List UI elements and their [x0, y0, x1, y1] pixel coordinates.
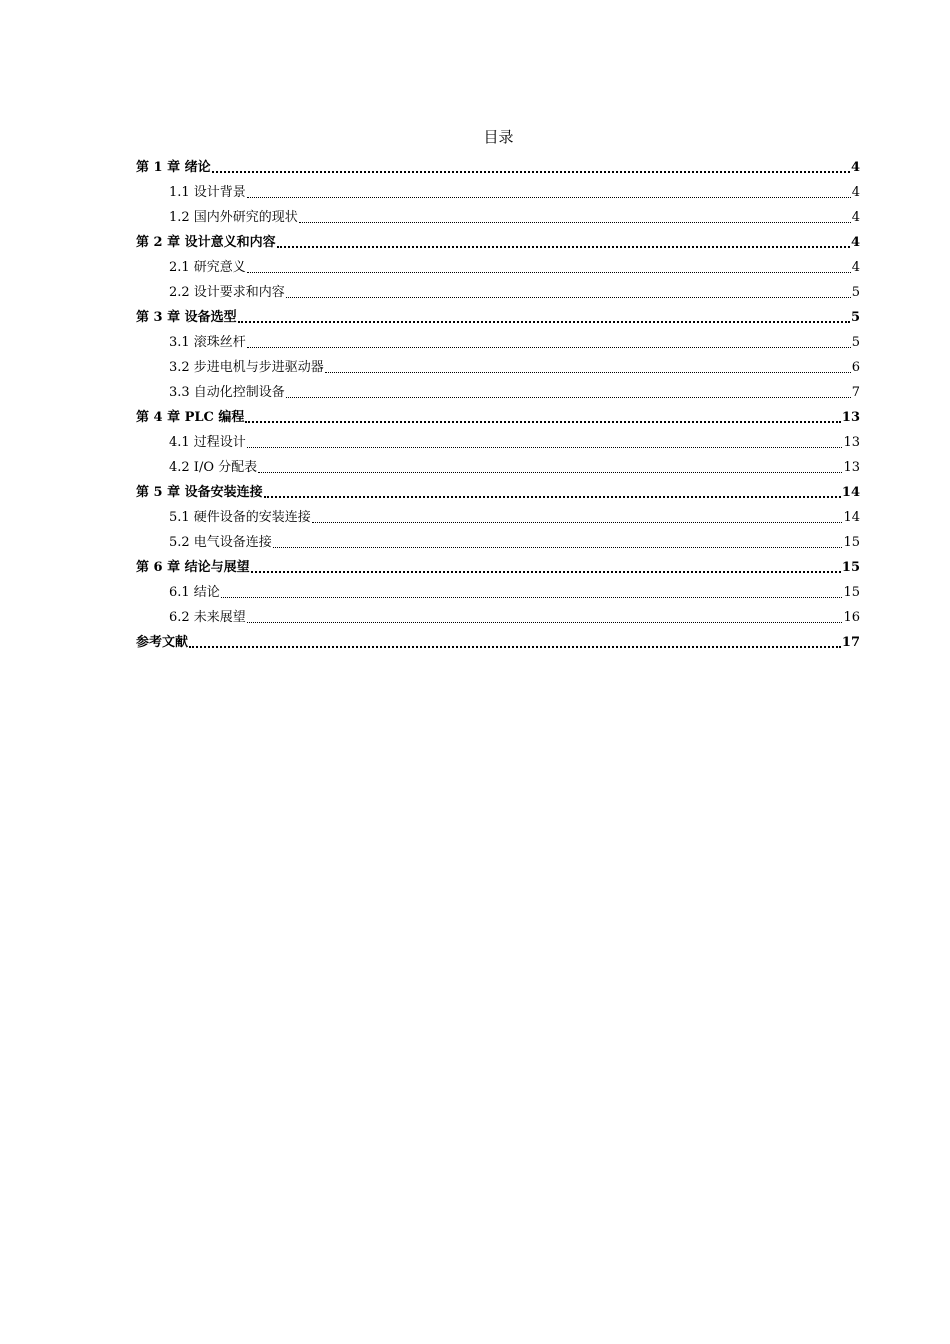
- dot-leader: [238, 321, 850, 323]
- toc-entry-page: 4: [850, 235, 860, 250]
- toc-entry-section-2-1[interactable]: [136, 252, 860, 277]
- toc-entry-label: 4.1 过程设计: [169, 435, 246, 450]
- dot-leader: [273, 547, 843, 548]
- dot-leader: [189, 646, 841, 648]
- toc-entry-label: 4.2 I/O 分配表: [169, 460, 258, 475]
- toc-entry-section-3-1[interactable]: [136, 327, 860, 352]
- toc-entry-page: 4: [851, 210, 860, 225]
- dot-leader: [277, 246, 850, 248]
- toc-entry-chapter-6[interactable]: [136, 552, 860, 577]
- toc-entry-label: 第 4 章 PLC 编程: [136, 410, 245, 425]
- toc-entry-chapter-5[interactable]: [136, 477, 860, 502]
- dot-leader: [245, 421, 840, 423]
- toc-entry-section-5-2[interactable]: [136, 527, 860, 552]
- toc-entry-section-4-1[interactable]: [136, 427, 860, 452]
- dot-leader: [221, 597, 843, 598]
- toc-entry-label: 第 2 章 设计意义和内容: [136, 235, 276, 250]
- toc-entry-chapter-4[interactable]: [136, 402, 860, 427]
- toc-entry-chapter-3[interactable]: [136, 302, 860, 327]
- dot-leader: [286, 397, 851, 398]
- dot-leader: [312, 522, 843, 523]
- toc-entry-label: 参考文献: [136, 635, 189, 650]
- toc-entry-label: 3.1 滚珠丝杆: [169, 335, 246, 350]
- toc-entry-label: 2.1 研究意义: [169, 260, 246, 275]
- dot-leader: [264, 496, 841, 498]
- table-of-contents: [136, 152, 860, 652]
- toc-entry-section-4-2[interactable]: [136, 452, 860, 477]
- toc-entry-label: 第 6 章 结论与展望: [136, 560, 250, 575]
- toc-entry-page: 15: [841, 560, 860, 575]
- toc-entry-page: 4: [851, 260, 860, 275]
- toc-entry-page: 5: [851, 285, 860, 300]
- toc-entry-label: 5.2 电气设备连接: [169, 535, 272, 550]
- toc-entry-page: 4: [850, 160, 860, 175]
- toc-entry-label: 3.3 自动化控制设备: [169, 385, 285, 400]
- toc-entry-page: 14: [843, 510, 860, 525]
- toc-entry-page: 15: [843, 535, 860, 550]
- toc-entry-page: 7: [851, 385, 860, 400]
- toc-entry-page: 16: [843, 610, 860, 625]
- toc-entry-section-3-3[interactable]: [136, 377, 860, 402]
- toc-entry-section-3-2[interactable]: [136, 352, 860, 377]
- dot-leader: [247, 347, 851, 348]
- toc-entry-page: 13: [843, 460, 860, 475]
- toc-entry-section-5-1[interactable]: [136, 502, 860, 527]
- toc-entry-page: 5: [851, 335, 860, 350]
- dot-leader: [247, 272, 851, 273]
- toc-entry-label: 1.1 设计背景: [169, 185, 246, 200]
- toc-entry-section-6-1[interactable]: [136, 577, 860, 602]
- toc-entry-section-1-1[interactable]: [136, 177, 860, 202]
- toc-entry-page: 14: [841, 485, 860, 500]
- toc-entry-label: 5.1 硬件设备的安装连接: [169, 510, 311, 525]
- toc-entry-label: 6.2 未来展望: [169, 610, 246, 625]
- toc-title: 目录: [483, 128, 514, 146]
- dot-leader: [212, 171, 850, 173]
- toc-entry-references[interactable]: [136, 627, 860, 652]
- toc-entry-chapter-2[interactable]: [136, 227, 860, 252]
- toc-entry-label: 3.2 步进电机与步进驱动器: [169, 360, 324, 375]
- dot-leader: [247, 447, 843, 448]
- dot-leader: [325, 372, 851, 373]
- toc-entry-label: 6.1 结论: [169, 585, 220, 600]
- toc-entry-page: 17: [841, 635, 860, 650]
- toc-entry-section-6-2[interactable]: [136, 602, 860, 627]
- toc-entry-page: 4: [851, 185, 860, 200]
- toc-entry-section-1-2[interactable]: [136, 202, 860, 227]
- toc-entry-label: 1.2 国内外研究的现状: [169, 210, 298, 225]
- dot-leader: [258, 472, 842, 473]
- dot-leader: [251, 571, 841, 573]
- toc-entry-chapter-1[interactable]: [136, 152, 860, 177]
- dot-leader: [247, 197, 851, 198]
- toc-entry-page: 13: [841, 410, 860, 425]
- dot-leader: [247, 622, 843, 623]
- toc-entry-page: 5: [850, 310, 860, 325]
- toc-entry-label: 第 3 章 设备选型: [136, 310, 237, 325]
- dot-leader: [286, 297, 851, 298]
- toc-entry-page: 13: [843, 435, 860, 450]
- toc-entry-section-2-2[interactable]: [136, 277, 860, 302]
- toc-entry-page: 6: [851, 360, 860, 375]
- toc-entry-page: 15: [843, 585, 860, 600]
- toc-entry-label: 2.2 设计要求和内容: [169, 285, 285, 300]
- toc-entry-label: 第 1 章 绪论: [136, 160, 211, 175]
- toc-entry-label: 第 5 章 设备安装连接: [136, 485, 263, 500]
- dot-leader: [299, 222, 851, 223]
